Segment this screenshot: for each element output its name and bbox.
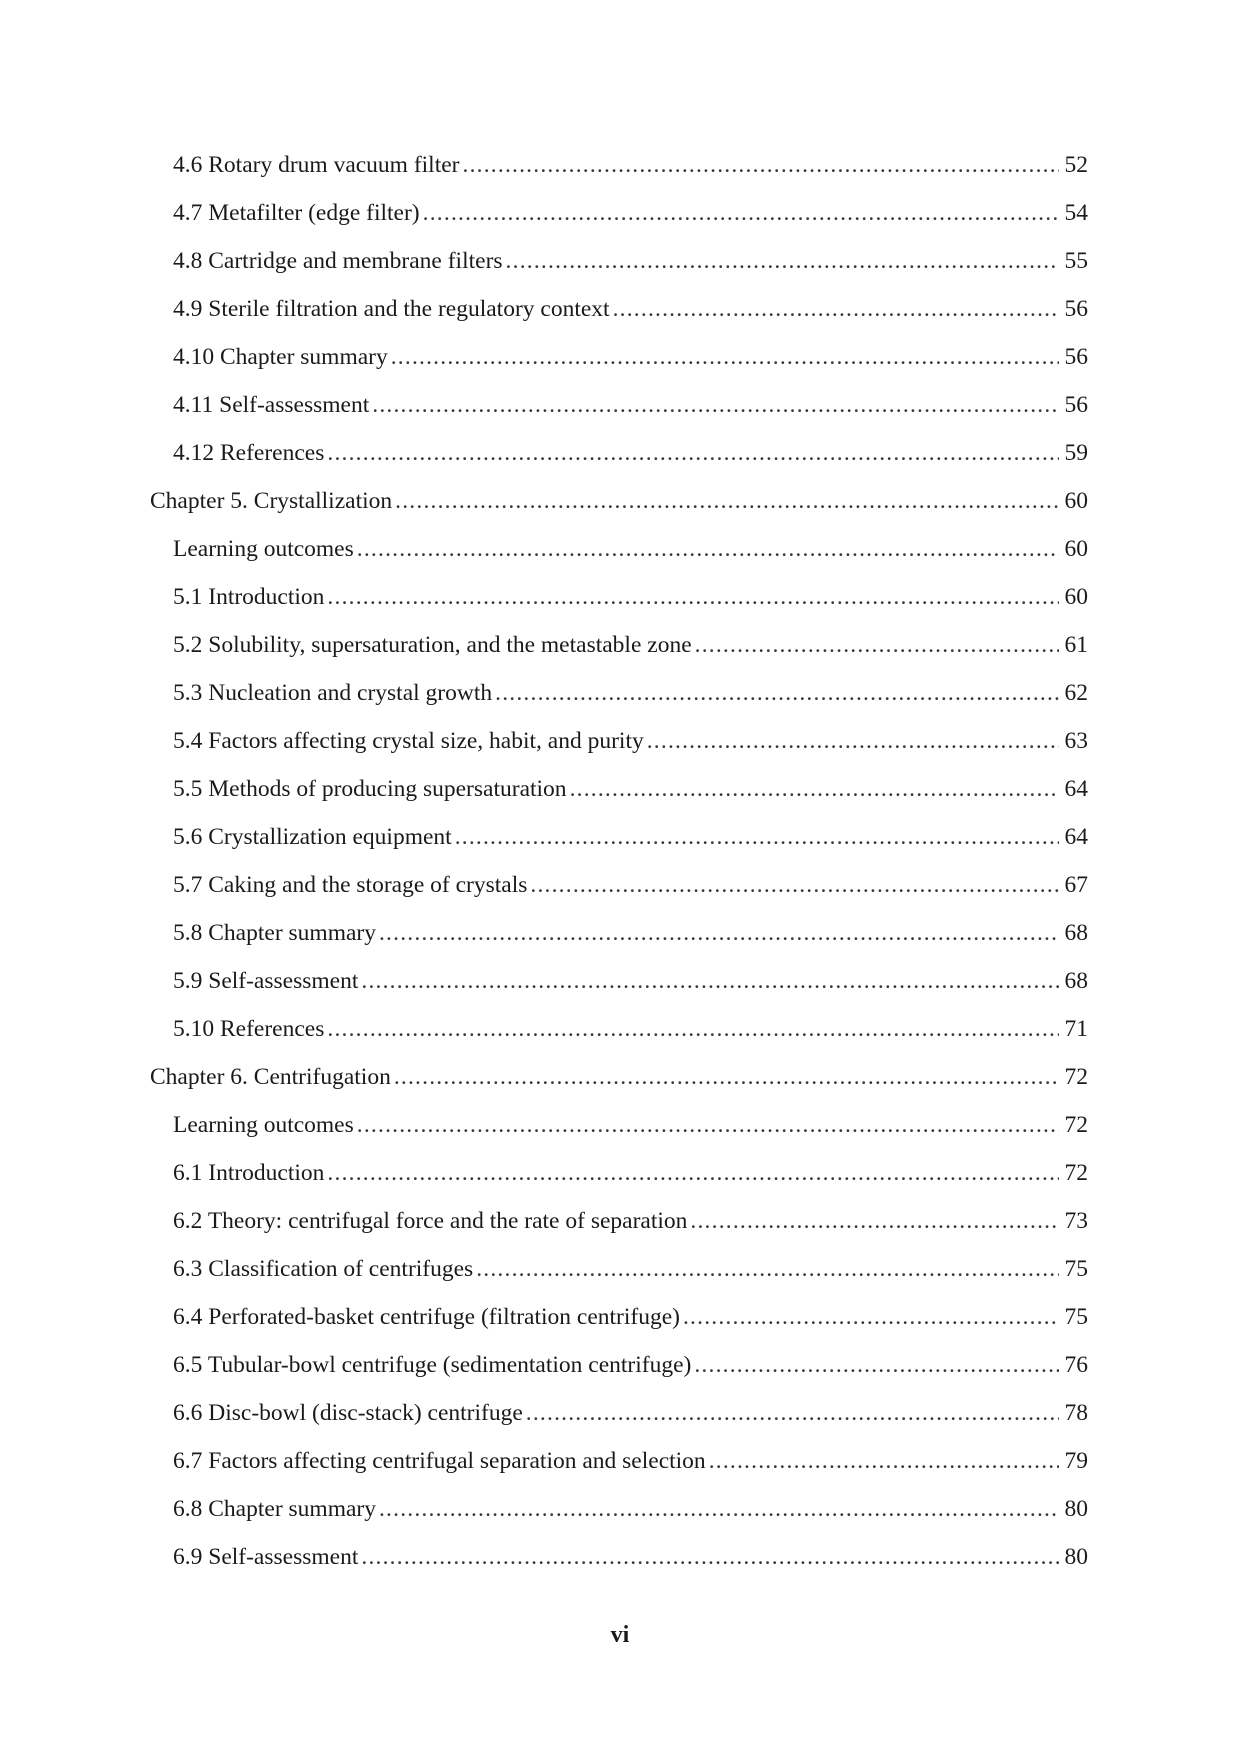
toc-entry-title: Learning outcomes [173,536,354,562]
toc-section-entry[interactable] [150,1197,1088,1245]
toc-dot-leader [570,765,1059,813]
toc-section-entry[interactable] [150,1389,1088,1437]
toc-entry-title: Learning outcomes [173,1112,354,1138]
toc-dot-leader [694,1341,1059,1389]
toc-entry-title: 5.7 Caking and the storage of crystals [173,872,528,898]
toc-entry-title: 6.5 Tubular-bowl centrifuge (sedimentation centrifuge) [173,1352,692,1378]
toc-entry-page: 63 [1064,728,1088,754]
toc-dot-leader [695,621,1059,669]
toc-section-entry[interactable] [150,957,1088,1005]
toc-dot-leader [476,1245,1059,1293]
toc-section-entry[interactable] [150,813,1088,861]
toc-section-entry[interactable] [150,1101,1088,1149]
toc-section-entry[interactable] [150,1485,1088,1533]
toc-section-entry[interactable] [150,189,1088,237]
toc-entry-title: 6.9 Self-assessment [173,1544,359,1570]
toc-dot-leader [530,861,1059,909]
toc-entry-title: 5.2 Solubility, supersaturation, and the metastable zone [173,632,692,658]
toc-entry-page: 52 [1064,152,1088,178]
toc-dot-leader [357,525,1059,573]
toc-entry-page: 61 [1064,632,1088,658]
toc-section-entry[interactable] [150,717,1088,765]
toc-dot-leader [463,141,1060,189]
toc-dot-leader [395,477,1059,525]
toc-dot-leader [526,1389,1059,1437]
toc-dot-leader [394,1053,1059,1101]
toc-section-entry[interactable] [150,765,1088,813]
toc-chapter-entry[interactable] [150,477,1088,525]
toc-entry-page: 71 [1064,1016,1088,1042]
toc-dot-leader [709,1437,1059,1485]
toc-dot-leader [690,1197,1059,1245]
toc-entry-page: 60 [1064,488,1088,514]
toc-dot-leader [495,669,1059,717]
toc-section-entry[interactable] [150,429,1088,477]
toc-dot-leader [613,285,1059,333]
toc-entry-title: 6.3 Classification of centrifuges [173,1256,474,1282]
table-of-contents [150,141,1088,1581]
toc-dot-leader [391,333,1059,381]
toc-dot-leader [379,909,1059,957]
toc-entry-title: 4.11 Self-assessment [173,392,370,418]
toc-entry-title: 5.8 Chapter summary [173,920,376,946]
toc-section-entry[interactable] [150,621,1088,669]
toc-entry-page: 56 [1064,344,1088,370]
toc-entry-page: 59 [1064,440,1088,466]
toc-entry-title: 4.6 Rotary drum vacuum filter [173,152,460,178]
toc-section-entry[interactable] [150,909,1088,957]
toc-entry-title: Chapter 5. Crystallization [150,488,393,514]
toc-entry-page: 76 [1064,1352,1088,1378]
toc-dot-leader [327,429,1059,477]
toc-dot-leader [423,189,1059,237]
toc-entry-page: 75 [1064,1256,1088,1282]
toc-entry-page: 64 [1064,776,1088,802]
toc-entry-page: 72 [1064,1064,1088,1090]
toc-section-entry[interactable] [150,573,1088,621]
toc-entry-title: 5.4 Factors affecting crystal size, habit, and purity [173,728,644,754]
toc-entry-page: 73 [1064,1208,1088,1234]
toc-entry-title: 4.8 Cartridge and membrane filters [173,248,503,274]
toc-section-entry[interactable] [150,1293,1088,1341]
toc-entry-page: 68 [1064,968,1088,994]
toc-entry-page: 80 [1064,1496,1088,1522]
toc-entry-title: 5.5 Methods of producing supersaturation [173,776,567,802]
toc-entry-page: 54 [1064,200,1088,226]
toc-dot-leader [372,381,1059,429]
toc-section-entry[interactable] [150,1341,1088,1389]
toc-dot-leader [683,1293,1059,1341]
toc-entry-title: 4.7 Metafilter (edge filter) [173,200,420,226]
toc-entry-page: 60 [1064,584,1088,610]
toc-section-entry[interactable] [150,525,1088,573]
toc-dot-leader [327,573,1059,621]
toc-entry-page: 56 [1064,392,1088,418]
toc-entry-title: Chapter 6. Centrifugation [150,1064,391,1090]
toc-entry-title: 5.1 Introduction [173,584,325,610]
toc-entry-page: 67 [1064,872,1088,898]
toc-entry-page: 55 [1064,248,1088,274]
toc-entry-title: 4.12 References [173,440,325,466]
toc-section-entry[interactable] [150,1005,1088,1053]
toc-entry-page: 72 [1064,1112,1088,1138]
toc-dot-leader [455,813,1059,861]
toc-section-entry[interactable] [150,237,1088,285]
toc-entry-page: 56 [1064,296,1088,322]
toc-entry-title: 6.7 Factors affecting centrifugal separation and selection [173,1448,706,1474]
toc-entry-title: 6.2 Theory: centrifugal force and the rate of separation [173,1208,688,1234]
toc-section-entry[interactable] [150,669,1088,717]
toc-section-entry[interactable] [150,861,1088,909]
toc-entry-page: 68 [1064,920,1088,946]
toc-section-entry[interactable] [150,141,1088,189]
toc-chapter-entry[interactable] [150,1053,1088,1101]
toc-entry-page: 60 [1064,536,1088,562]
toc-dot-leader [647,717,1059,765]
toc-dot-leader [361,1533,1059,1581]
toc-list [150,141,1088,1581]
toc-entry-title: 6.8 Chapter summary [173,1496,376,1522]
toc-dot-leader [327,1149,1059,1197]
toc-dot-leader [327,1005,1059,1053]
toc-entry-title: 6.1 Introduction [173,1160,325,1186]
toc-entry-title: 4.10 Chapter summary [173,344,388,370]
toc-entry-title: 5.3 Nucleation and crystal growth [173,680,493,706]
toc-entry-title: 4.9 Sterile filtration and the regulatory context [173,296,610,322]
toc-entry-page: 78 [1064,1400,1088,1426]
toc-section-entry[interactable] [150,285,1088,333]
toc-section-entry[interactable] [150,1149,1088,1197]
toc-section-entry[interactable] [150,1245,1088,1293]
toc-dot-leader [506,237,1059,285]
toc-entry-page: 80 [1064,1544,1088,1570]
toc-section-entry[interactable] [150,1437,1088,1485]
page-number: vi [610,1622,630,1648]
toc-dot-leader [361,957,1059,1005]
toc-entry-title: 6.4 Perforated-basket centrifuge (filtration centrifuge) [173,1304,680,1330]
toc-entry-page: 72 [1064,1160,1088,1186]
toc-section-entry[interactable] [150,381,1088,429]
toc-entry-title: 5.10 References [173,1016,325,1042]
toc-section-entry[interactable] [150,1533,1088,1581]
toc-dot-leader [379,1485,1059,1533]
toc-entry-page: 62 [1064,680,1088,706]
toc-entry-title: 6.6 Disc-bowl (disc-stack) centrifuge [173,1400,523,1426]
toc-entry-page: 79 [1064,1448,1088,1474]
toc-entry-title: 5.9 Self-assessment [173,968,359,994]
toc-entry-page: 64 [1064,824,1088,850]
toc-entry-page: 75 [1064,1304,1088,1330]
toc-section-entry[interactable] [150,333,1088,381]
toc-dot-leader [357,1101,1059,1149]
toc-entry-title: 5.6 Crystallization equipment [173,824,452,850]
